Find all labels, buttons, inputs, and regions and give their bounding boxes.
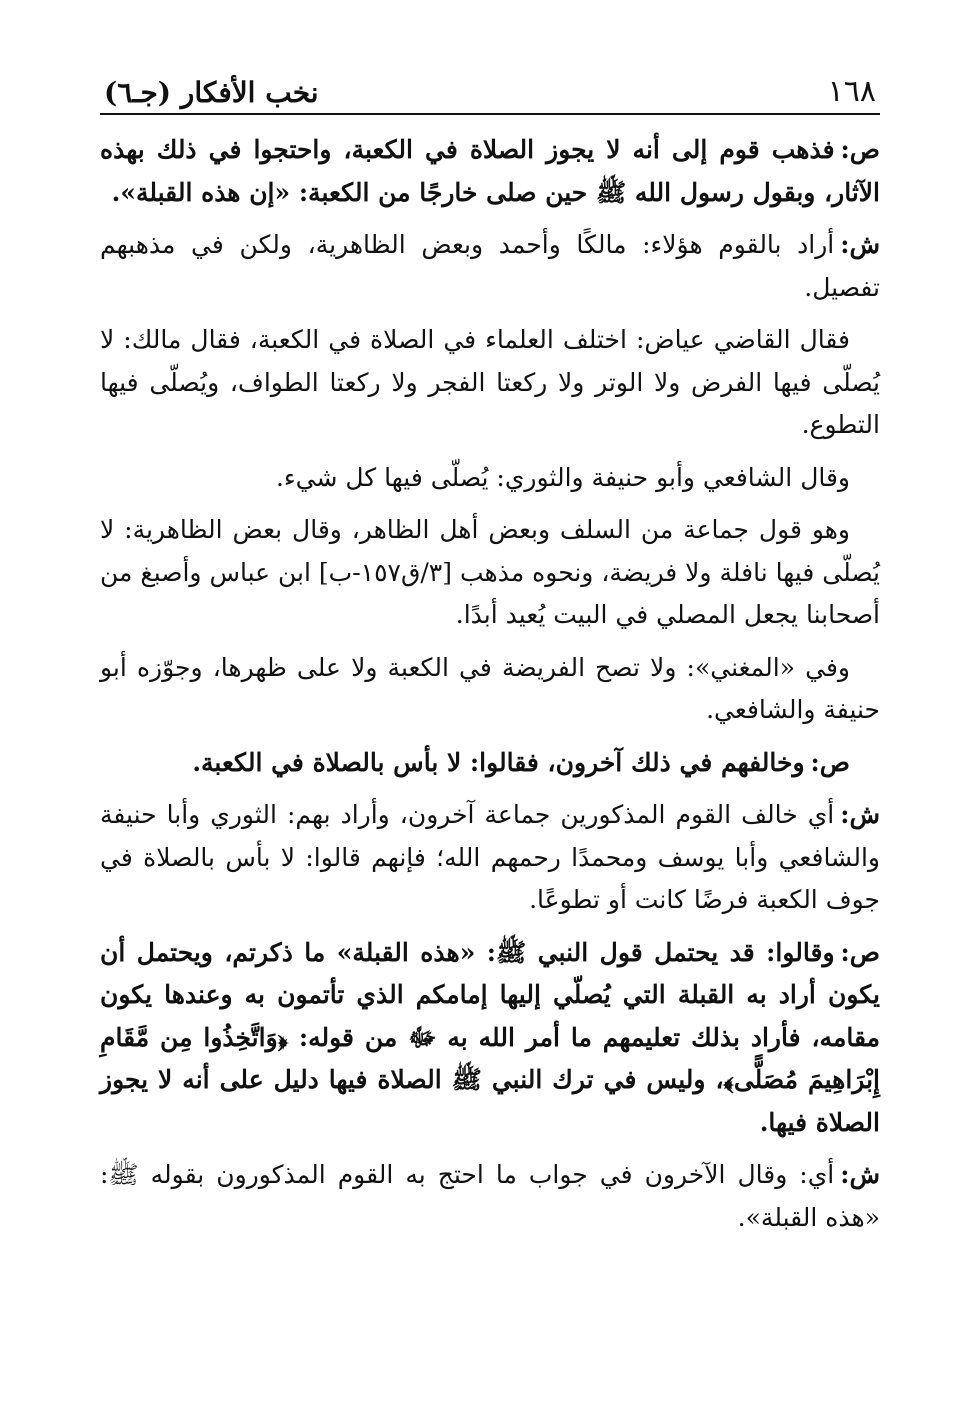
running-header [100, 55, 880, 115]
commentary-marker: ش: [840, 230, 880, 259]
paragraph-text: وفي «المغني»: ولا تصح الفريضة في الكعبة ولا على ظهرها، وجوّزه أبو حنيفة والشافعي. [100, 652, 880, 724]
commentary-paragraph [100, 457, 880, 500]
matn-paragraph [100, 742, 880, 785]
paragraph-text: فذهب قوم إلى أنه لا يجوز الصلاة في الكعبة، واحتجوا في ذلك بهذه الآثار، وبقول رسول الله ﷺ حين صلى خارجًا من الكعبة: «إن هذه القبلة». [100, 135, 880, 207]
commentary-paragraph [100, 509, 880, 637]
matn-paragraph [100, 129, 880, 214]
commentary-paragraph [100, 647, 880, 732]
paragraph-text: وقال الشافعي وأبو حنيفة والثوري: يُصلّى فيها كل شيء. [275, 462, 850, 492]
book-title: نخب الأفكار (جـ٦) [104, 76, 319, 109]
matn-marker: ص: [810, 747, 850, 777]
commentary-marker: ش: [840, 800, 880, 829]
book-page [100, 55, 880, 1239]
commentary-marker: ش: [840, 1160, 880, 1189]
paragraph-text: أي: وقال الآخرون في جواب ما احتج به القوم المذكورون بقوله ﷺ: «هذه القبلة». [100, 1160, 880, 1232]
paragraph-text: وهو قول جماعة من السلف وبعض أهل الظاهر، وقال بعض الظاهرية: لا يُصلّى فيها نافلة ولا فريضة، ونحوه مذهب [٣/ق١٥٧-ب] ابن عباس وأصبغ من أصحابنا يجعل المصلي في البيت يُعيد أبدًا. [100, 515, 880, 629]
matn-marker: ص: [840, 937, 880, 967]
page-body [100, 115, 880, 1239]
commentary-paragraph [100, 224, 880, 309]
matn-marker: ص: [840, 135, 880, 164]
paragraph-text: فقال القاضي عياض: اختلف العلماء في الصلاة في الكعبة، فقال مالك: لا يُصلّى فيها الفرض ولا الوتر ولا ركعتا الفجر ولا ركعتا الطواف، ويُصلّى فيها التطوع. [100, 325, 880, 439]
paragraph-text: وخالفهم في ذلك آخرون، فقالوا: لا بأس بالصلاة في الكعبة. [192, 747, 805, 777]
commentary-paragraph [100, 1154, 880, 1239]
commentary-paragraph [100, 794, 880, 922]
matn-paragraph [100, 932, 880, 1145]
paragraph-text: أراد بالقوم هؤلاء: مالكًا وأحمد وبعض الظاهرية، ولكن في مذهبهم تفصيل. [100, 230, 880, 302]
page-number: ١٦٨ [827, 74, 876, 109]
commentary-paragraph [100, 319, 880, 447]
paragraph-text: أي خالف القوم المذكورين جماعة آخرون، وأراد بهم: الثوري وأبا حنيفة والشافعي وأبا يوسف ومحمدًا رحمهم الله؛ فإنهم قالوا: لا بأس بالصلاة في جوف الكعبة فرضًا كانت أو تطوعًا. [100, 800, 880, 914]
paragraph-text: وقالوا: قد يحتمل قول النبي ﷺ: «هذه القبلة» ما ذكرتم، ويحتمل أن يكون أراد به القبلة التي يُصلّي إليها إمامكم الذي تأتمون به وعندها يكون مقامه، فأراد بذلك تعليمهم ما أمر الله به ﷻ من قوله: ﴿وَاتَّخِذُوا مِن مَّقَامِ إِبْرَاهِيمَ مُصَلًّى﴾، وليس في ترك النبي ﷺ الصلاة فيها دليل على أنه لا يجوز الصلاة فيها. [100, 937, 880, 1137]
